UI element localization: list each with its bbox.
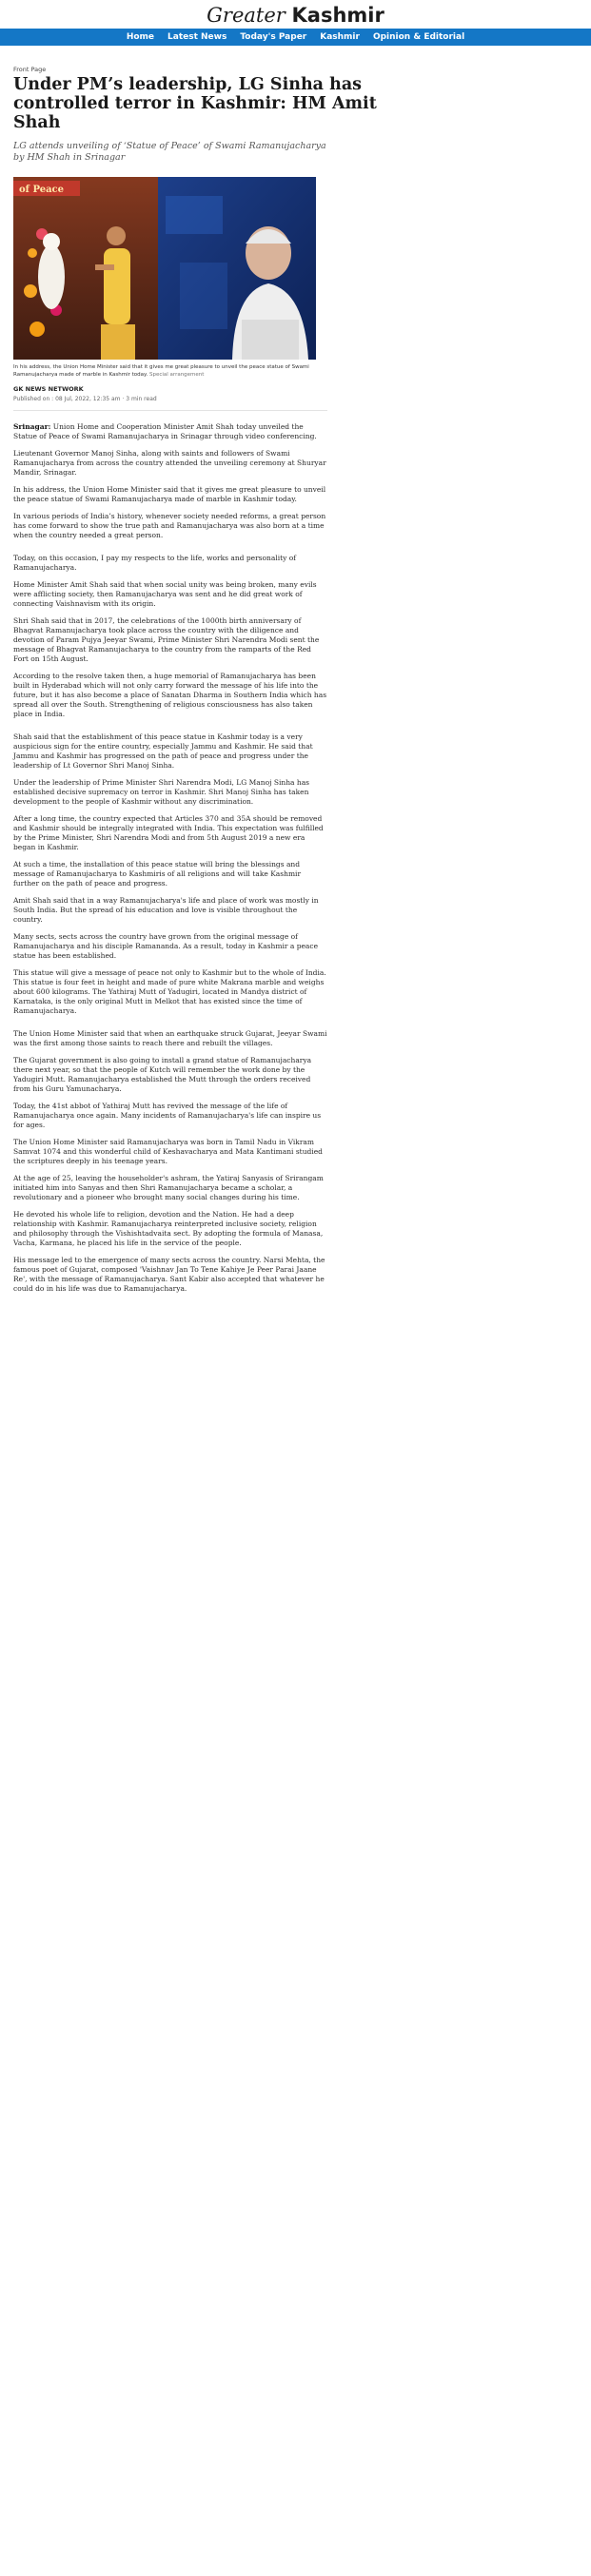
article-paragraph: Today, on this occasion, I pay my respects to the life, works and personality of Ramanujacharya. bbox=[13, 554, 297, 572]
section-label[interactable]: Front Page bbox=[13, 66, 47, 73]
article-paragraph: This statue will give a message of peace not only to Kashmir but to the whole of India. This statue is four feet in height and made of pure white Makrana marble and weighs about 600 kilograms. The Yathiraj Mutt of Yadugiri, located in Mandya district of Karnataka, is the only original Mutt in Melkot that has existed since the time of Ramanujacharya. bbox=[13, 968, 326, 1015]
article-paragraph: Many sects, sects across the country have grown from the original message of Ramanujacharya and his disciple Ramananda. As a result, today in Kashmir a peace statue has been established. bbox=[13, 932, 319, 960]
byline[interactable]: GK NEWS NETWORK bbox=[13, 385, 84, 393]
article-paragraph: Today, the 41st abbot of Yathiraj Mutt has revived the message of the life of Ramanujacharya once again. Many incidents of Ramanujacharya's life can inspire us for ages. bbox=[13, 1102, 322, 1129]
divider bbox=[13, 410, 327, 411]
article-paragraph: Shah said that the establishment of this peace statue in Kashmir today is a very auspicious sign for the entire country, especially Jammu and Kashmir. He said that Jammu and Kashmir has progressed on the path of peace and progress under the leadership of Lt Governor Shri Manoj Sinha. bbox=[13, 732, 313, 770]
masthead bbox=[0, 0, 591, 29]
logo-word-kashmir: Kashmir bbox=[291, 4, 384, 27]
logo-word-greater: Greater bbox=[207, 4, 286, 27]
lead-text: Union Home and Cooperation Minister Amit Shah today unveiled the Statue of Peace of Swami Ramanujacharya in Srinagar through video conferencing. bbox=[13, 422, 317, 440]
article-subtitle: LG attends unveiling of ‘Statue of Peace’ of Swami Ramanujacharya by HM Shah in Srinagar bbox=[13, 141, 326, 163]
image-caption-text: In his address, the Union Home Minister said that it gives me great pleasure to unveil the peace statue of Swami Ramanujacharya made of marble in Kashmir today. bbox=[13, 364, 309, 378]
nav-item-todays-paper[interactable]: Today's Paper bbox=[240, 32, 307, 42]
article-paragraph: In his address, the Union Home Minister said that it gives me great pleasure to unveil the peace statue of Swami Ramanujacharya made of marble in Kashmir today. bbox=[13, 485, 326, 503]
image-credit: Special arrangement bbox=[148, 372, 205, 378]
article-paragraph: The Union Home Minister said that when an earthquake struck Gujarat, Jeeyar Swami was the first among those saints to reach there and rebuilt the villages. bbox=[13, 1029, 327, 1047]
nav-item-kashmir[interactable]: Kashmir bbox=[320, 32, 360, 42]
article-paragraph: According to the resolve taken then, a huge memorial of Ramanujacharya has been built in Hyderabad which will not only carry forward the message of his life into the future, but it has also become a place of Sanatan Dharma in Southern India which has spread all over the South. Strengthening of religious consciousness has also taken place in India. bbox=[13, 672, 327, 718]
dateline: Srinagar: bbox=[13, 422, 51, 431]
article-paragraph: Shri Shah said that in 2017, the celebrations of the 1000th birth anniversary of Bhagvat Ramanujacharya took place across the country with the diligence and devotion of Param Pujya Jeeyar Swami, Prime Minister Shri Narendra Modi sent the message of Bhagvat Ramanujacharya to the country from the ramparts of the Red Fort on 15th August. bbox=[13, 616, 320, 663]
article-paragraph: In various periods of India’s history, whenever society needed reforms, a great person has come forward to show the true path and Ramanujacharya was also born at a time when the country needed a great person. bbox=[13, 512, 326, 539]
article-paragraph: The Union Home Minister said Ramanujacharya was born in Tamil Nadu in Vikram Samvat 1074 and this wonderful child of Keshavacharya and Mata Kantimani studied the scriptures deeply in his teenage years. bbox=[13, 1138, 323, 1165]
article-paragraph: He devoted his whole life to religion, devotion and the Nation. He had a deep relationship with Kashmir. Ramanujacharya reinterpreted inclusive society, religion and philosophy through the Vishishtadvaita sect. By adopting the formula of Manasa, Vacha, Karmana, he placed his life in the service of the people. bbox=[13, 1210, 324, 1247]
article-paragraph: After a long time, the country expected that Articles 370 and 35A should be removed and Kashmir should be integrally integrated with India. This expectation was fulfilled by the Prime Minister, Shri Narendra Modi and from 5th August 2019 a new era began in Kashmir. bbox=[13, 814, 324, 851]
article-paragraph: At such a time, the installation of this peace statue will bring the blessings and message of Ramanujacharya to Kashmiris of all religions and will take Kashmir further on the path of peace and progress. bbox=[13, 860, 302, 888]
hero-image-illustration bbox=[13, 177, 316, 360]
nav-item-opinion-editorial[interactable]: Opinion & Editorial bbox=[372, 32, 465, 42]
article-paragraph: Lieutenant Governor Manoj Sinha, along with saints and followers of Swami Ramanujacharya from across the country attended the unveiling ceremony at Shuryar Mandir, Srinagar. bbox=[13, 449, 326, 477]
article-paragraph: Amit Shah said that in a way Ramanujacharya's life and place of work was mostly in South India. But the spread of his education and love is visible throughout the country. bbox=[13, 896, 319, 924]
hero-banner-text: of Peace bbox=[19, 185, 64, 195]
article-paragraph-lead bbox=[13, 422, 327, 441]
article-paragraph: At the age of 25, leaving the householder's ashram, the Yatiraj Sanyasis of Srirangam initiated him into Sanyas and then Shri Ramanujacharya became a scholar, a revolutionary and a pioneer who brought many social changes during his time. bbox=[13, 1174, 324, 1201]
nav-item-latest-news[interactable]: Latest News bbox=[167, 32, 227, 42]
article-paragraph: His message led to the emergence of many sects across the country. Narsi Mehta, the famous poet of Gujarat, composed 'Vaishnav Jan To Tene Kahiye Je Peer Parai Jaane Re', with the message of Ramanujacharya. Sant Kabir also accepted that whatever he could do in his life was due to Ramanujacharya. bbox=[13, 1256, 325, 1293]
article-paragraph: Home Minister Amit Shah said that when social unity was being broken, many evils were afflicting society, then Ramanujacharya was sent and he did great work of connecting Vaishnavism with its origin. bbox=[13, 580, 317, 608]
image-caption bbox=[13, 363, 327, 379]
article-paragraph: The Gujarat government is also going to install a grand statue of Ramanujacharya there next year, so that the people of Kutch will remember the work done by the Yadugiri Mutt. Ramanujacharya established the Mutt through the orders received from his Guru Yamunacharya. bbox=[13, 1056, 312, 1093]
nav-item-home[interactable]: Home bbox=[126, 32, 155, 42]
publish-meta: Published on : 08 Jul, 2022, 12:35 am · 3 min read bbox=[13, 396, 157, 402]
site-logo[interactable] bbox=[0, 4, 591, 27]
main-nav bbox=[0, 29, 591, 46]
article-body bbox=[13, 422, 327, 1301]
hero-image bbox=[13, 177, 316, 360]
article-paragraph: Under the leadership of Prime Minister Shri Narendra Modi, LG Manoj Sinha has established decisive supremacy on terror in Kashmir. Shri Manoj Sinha has taken development to the people of Kashmir without any discrimination. bbox=[13, 778, 310, 806]
article-title: Under PM’s leadership, LG Sinha has controlled terror in Kashmir: HM Amit Shah bbox=[13, 75, 377, 132]
